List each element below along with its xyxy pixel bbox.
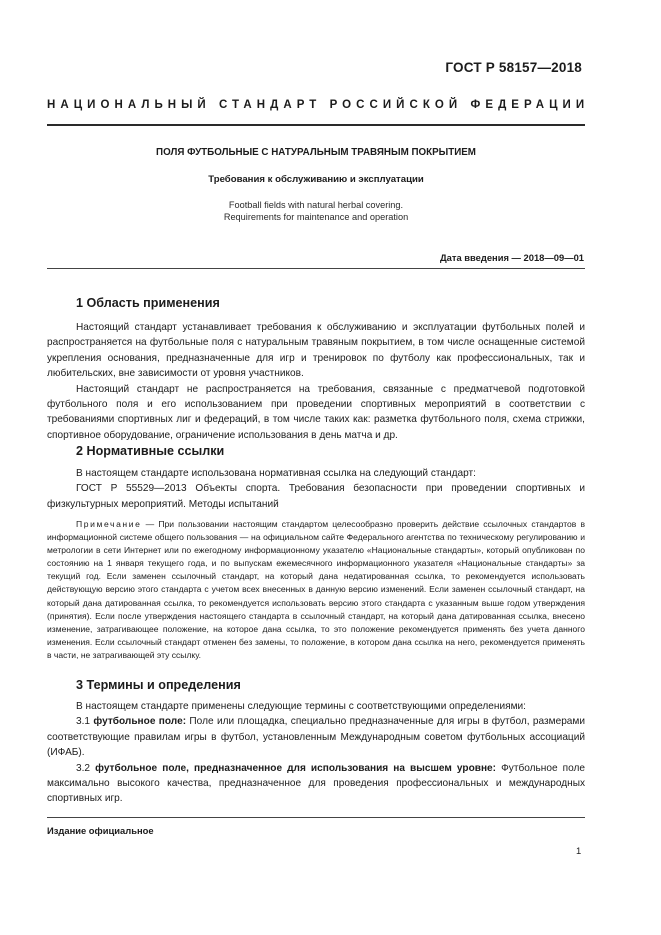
section-1-paragraph-2: Настоящий стандарт не распространяется на требования, связанные с предматчевой подготовкой футбольного поля и его использованием при проведении спортивных мероприятий в соответствии с требованиями спортивных лиг и федераций, в том числе таких как: разметка футбольного поля, схема стрижки, спортивное оборудование, ограничение использования в день матча и др.: [47, 383, 585, 441]
section-3-heading: 3 Термины и определения: [76, 678, 241, 692]
note-label: Примечание: [76, 519, 142, 529]
term-3-1-definition: Поле или площадка, специально предназначенные для игры в футбол, размерами соответствующие правилам игры в футбол, установленным Международным советом футбольных ассоциаций (ИФАБ).: [47, 716, 585, 759]
header-rule: [47, 124, 585, 126]
gost-number: ГОСТ Р 58157—2018: [445, 60, 582, 75]
page-number: 1: [576, 845, 582, 856]
date-rule: [47, 268, 585, 269]
note-body: — При пользовании настоящим стандартом целесообразно проверить действие ссылочных стандартов в информационной системе общего пользования — на официальном сайте Федерального агентства по техническому регулированию и метрологии в сети Интернет или по ежегодному информационному указателю «Национальные стандарты», который опубликован по состоянию на 1 января текущего года, и по выпускам ежемесячного информационного указателя «Национальные стандарты» за текущий год. Если заменен ссылочный стандарт, на который дана недатированная ссылка, то рекомендуется использовать действующую версию этого стандарта с учетом всех внесенных в данную версию изменений. Если заменен ссылочный стандарт, на который дана датированная ссылка, то рекомендуется использовать версию этого стандарта с указанным выше годом утверждения (принятия). Если после утверждения настоящего стандарта в ссылочный стандарт, на который дана датированная ссылка, внесено изменение, затрагивающее положение, на которое дана ссылка, то это положение рекомендуется применять без учета данного изменения. Если ссылочный стандарт отменен без замены, то положение, в котором дана ссылка на него, рекомендуется применять в части, не затрагивающей эту ссылку.: [47, 519, 585, 660]
section-2-body: [47, 466, 585, 512]
introduction-date: Дата введения — 2018—09—01: [439, 252, 584, 263]
section-1-paragraph-1: Настоящий стандарт устанавливает требования к обслуживанию и эксплуатации футбольных полей и распространяется на футбольные поля с натуральным травяным покрытием, в том числе оснащенные системой укрепления основания, предназначенные для игр и тренировок по футболу как профессиональных, так и любительских, вне зависимости от уровня участников.: [47, 322, 585, 380]
english-title-line-1: Football fields with natural herbal covering.: [228, 200, 404, 210]
term-3-1-number: 3.1: [76, 716, 94, 728]
section-1-body: [47, 320, 585, 443]
official-edition-label: Издание официальное: [47, 825, 154, 836]
section-3-body: [47, 699, 585, 807]
section-2-heading: 2 Нормативные ссылки: [76, 444, 225, 458]
footer-rule: [47, 817, 585, 818]
term-3-2-number: 3.2: [76, 762, 96, 774]
term-3-2-definition: Футбольное поле максимально высокого качества, предназначенное для проведения профессиональных и международных спортивных игр.: [47, 762, 586, 805]
term-3-2-term: футбольное поле, предназначенное для использования на высшем уровне:: [95, 762, 497, 774]
english-title: [47, 199, 585, 223]
term-3-1: [47, 714, 585, 760]
national-standard-heading: НАЦИОНАЛЬНЫЙ СТАНДАРТ РОССИЙСКОЙ ФЕДЕРАЦИИ: [47, 99, 590, 111]
document-title: ПОЛЯ ФУТБОЛЬНЫЕ С НАТУРАЛЬНЫМ ТРАВЯНЫМ ПОКРЫТИЕМ: [156, 147, 476, 158]
section-3-intro: В настоящем стандарте применены следующие термины с соответствующими определениями:: [76, 701, 526, 712]
section-1-heading: 1 Область применения: [76, 296, 220, 310]
term-3-2: [47, 761, 585, 807]
english-title-line-2: Requirements for maintenance and operation: [223, 212, 409, 222]
section-2-note: [47, 518, 585, 662]
document-subtitle: Требования к обслуживанию и эксплуатации: [208, 174, 424, 185]
term-3-1-term: футбольное поле:: [93, 716, 187, 728]
section-2-paragraph-1: В настоящем стандарте использована нормативная ссылка на следующий стандарт:: [76, 468, 476, 479]
section-2-reference: ГОСТ Р 55529—2013 Объекты спорта. Требования безопасности при проведении спортивных и физкультурных мероприятий. Методы испытаний: [47, 483, 585, 510]
